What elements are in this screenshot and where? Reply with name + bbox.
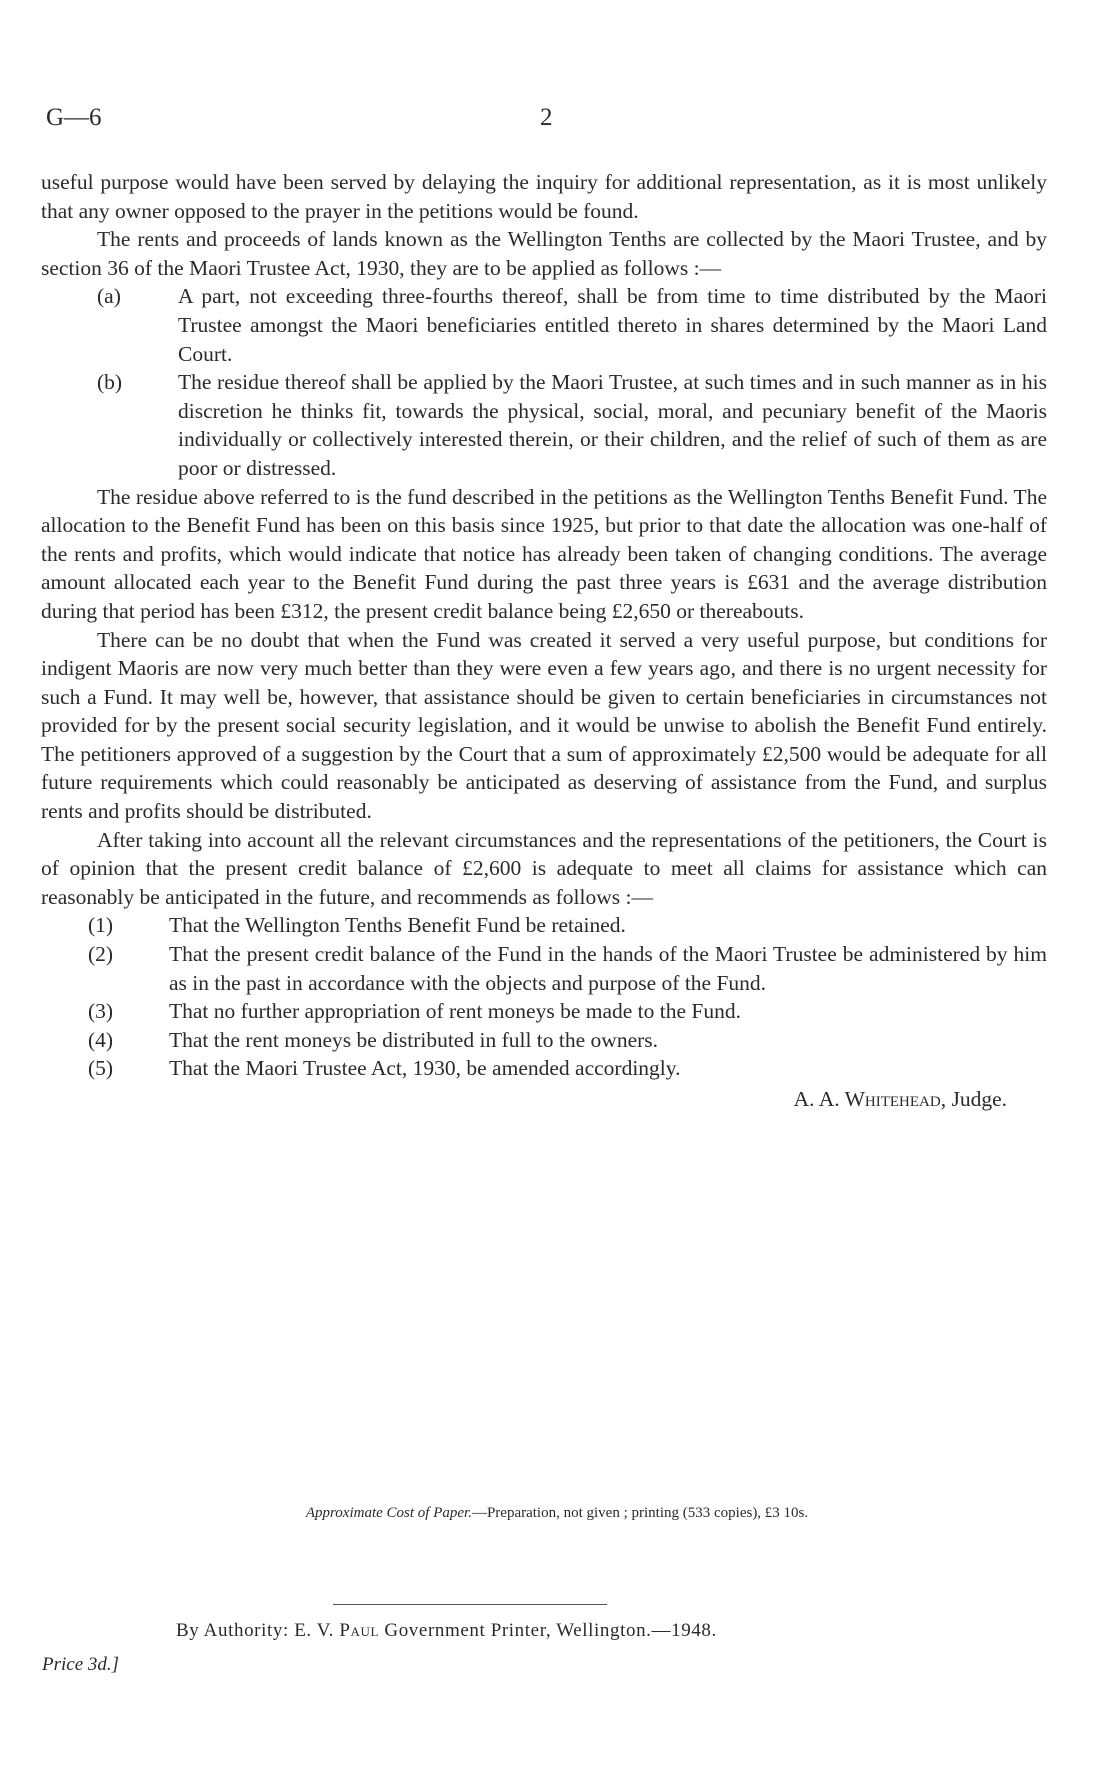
item-label: (b) xyxy=(97,370,123,395)
recommendation-label: (5) xyxy=(88,1056,114,1081)
paragraph-doubt: There can be no doubt that when the Fund was created it served a very useful purpose, but conditions for indigent Maoris are now very much better than they were even a few years ago, and there is no urgent necessity for such a Fund. It may well be, however, that assistance should be given to certain beneficiaries in circumstances not provided for by the present social security legislation, and it would be unwise to abolish the Benefit Fund entirely. The petitioners approved of a suggestion by the Court that a sum of approximately £2,500 would be adequate for all future requirements which could reasonably be anticipated as deserving of assistance from the Fund, and surplus rents and profits should be distributed. xyxy=(41,627,1047,824)
paragraph-residue: The residue above referred to is the fund described in the petitions as the Wellington Tenths Benefit Fund. The allocation to the Benefit Fund has been on this basis since 1925, but prior to that date the allocation was one-half of the rents and profits, which would indicate that notice has already been taken of changing conditions. The average amount allocated each year to the Benefit Fund during the past three years is £631 and the average distribution during that period has been £312, the present credit balance being £2,650 or thereabouts. xyxy=(41,484,1047,623)
recommendation-label: (3) xyxy=(88,999,114,1024)
page-number: 2 xyxy=(540,104,553,131)
recommendation-2 xyxy=(41,940,1047,997)
authority-suffix: Government Printer, Wellington.—1948. xyxy=(384,1620,717,1641)
recommendation-4 xyxy=(41,1026,1047,1055)
item-text: A part, not exceeding three-fourths thereof, shall be from time to time distributed by the Maori Trustee amongst the Maori beneficiaries entitled thereto in shares determined by the Maori Land Court. xyxy=(178,284,1047,366)
judge-title: , Judge. xyxy=(940,1087,1007,1111)
judge-name: A. A. Whitehead xyxy=(793,1087,941,1111)
recommendation-text: That the present credit balance of the Fund in the hands of the Maori Trustee be administered by him as in the past in accordance with the objects and purpose of the Fund. xyxy=(169,942,1047,995)
printer-name: E. V. Paul xyxy=(294,1620,380,1641)
recommendation-label: (1) xyxy=(88,913,114,938)
cost-of-paper-note xyxy=(0,1505,1114,1522)
paragraph-after: After taking into account all the relevant circumstances and the representations of the petitioners, the Court is of opinion that the present credit balance of £2,600 is adequate to meet all claims for assistance which can reasonably be anticipated in the future, and recommends as follows :— xyxy=(41,827,1047,909)
item-text: The residue thereof shall be applied by the Maori Trustee, at such times and in such manner as in his discretion he thinks fit, towards the physical, social, moral, and pecuniary benefit of the Maoris individually or collectively interested therein, or their children, and the relief of such of them as are poor or distressed. xyxy=(178,370,1047,480)
recommendation-5 xyxy=(41,1054,1047,1083)
footer-divider xyxy=(333,1604,607,1605)
cost-text: —Preparation, not given ; printing (533 copies), £3 10s. xyxy=(471,1505,809,1521)
report-body xyxy=(41,168,1047,1114)
printer-imprint xyxy=(176,1620,717,1642)
recommendation-text: That the rent moneys be distributed in full to the owners. xyxy=(169,1027,659,1052)
item-label: (a) xyxy=(97,284,121,309)
statute-item-a xyxy=(41,282,1047,368)
statute-item-b xyxy=(41,368,1047,482)
judge-signature xyxy=(41,1085,1047,1114)
paragraph-rents: The rents and proceeds of lands known as the Wellington Tenths are collected by the Maori Trustee, and by section 36 of the Maori Trustee Act, 1930, they are to be applied as follows :— xyxy=(41,227,1047,280)
recommendation-text: That the Maori Trustee Act, 1930, be amended accordingly. xyxy=(169,1056,681,1081)
recommendation-label: (2) xyxy=(88,942,114,967)
recommendation-text: That no further appropriation of rent moneys be made to the Fund. xyxy=(169,999,741,1024)
cost-label: Approximate Cost of Paper. xyxy=(305,1505,472,1521)
recommendation-text: That the Wellington Tenths Benefit Fund be retained. xyxy=(169,913,626,938)
price-note: Price 3d.] xyxy=(42,1654,120,1675)
recommendation-3 xyxy=(41,997,1047,1026)
authority-prefix: By Authority: xyxy=(176,1620,289,1641)
document-reference: G—6 xyxy=(46,104,102,131)
recommendation-1 xyxy=(41,911,1047,940)
paragraph-intro: useful purpose would have been served by delaying the inquiry for additional representation, as it is most unlikely that any owner opposed to the prayer in the petitions would be found. xyxy=(41,170,1047,223)
recommendation-label: (4) xyxy=(88,1027,114,1052)
